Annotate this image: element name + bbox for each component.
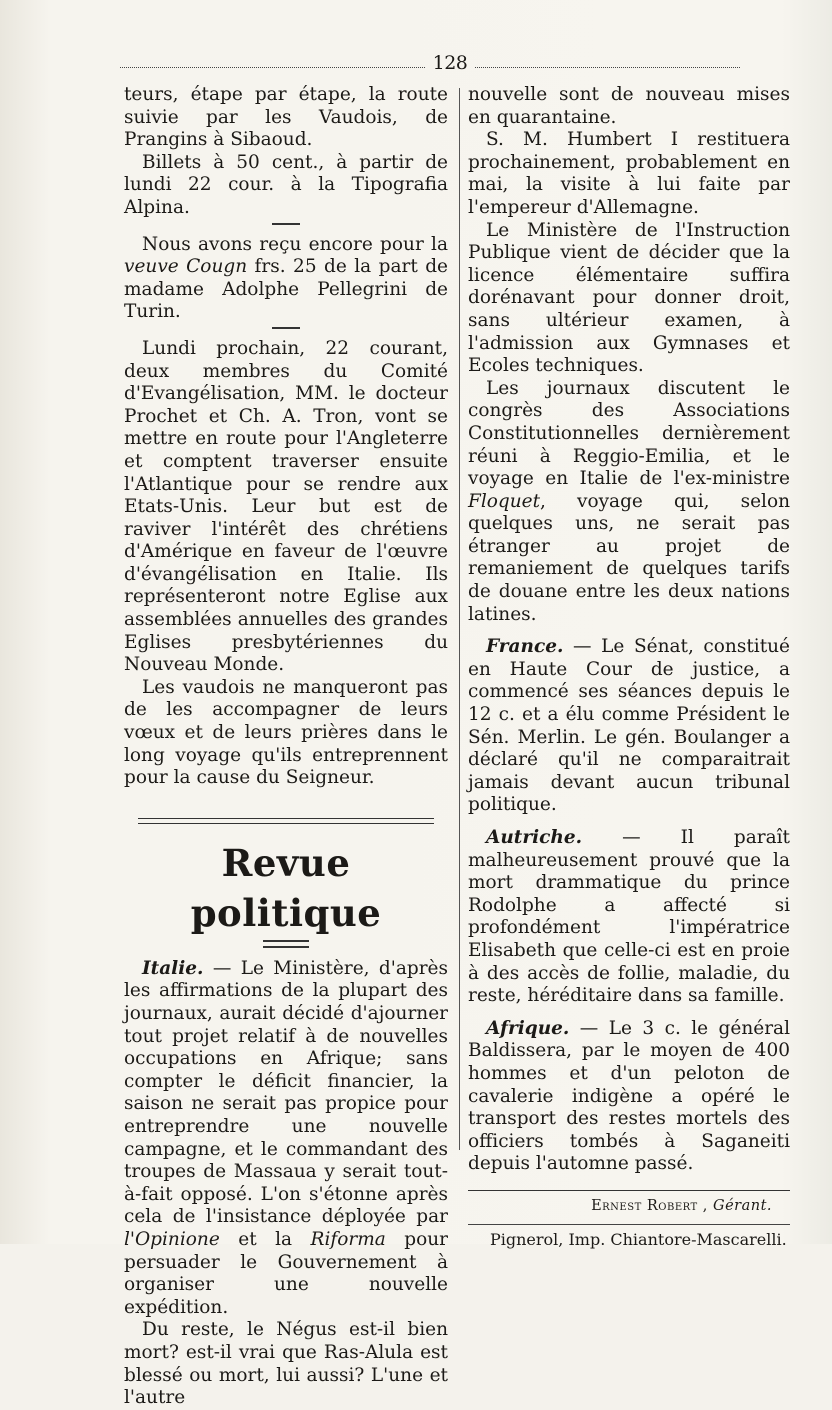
gerant-separator: ,: [697, 1197, 713, 1214]
gerant-title: Gérant.: [712, 1197, 772, 1214]
italie-text-3: pour persuader le Gouvernement à organiser une nouvelle expédition.: [124, 1228, 448, 1318]
page-number: 128: [432, 52, 468, 74]
separator: [272, 327, 300, 329]
section-double-rule: [138, 818, 434, 824]
gerant-line: [468, 1195, 790, 1218]
gerant-name: Ernest Robert: [591, 1197, 698, 1214]
autriche-text: — Il paraît malheureusement prouvé que la mort drammatique du prince Rodolphe a affecté si profondément l'impératrice Elisabeth que celle-ci est en proie à des accès de follie, maladie, du reste, héréditaire dans sa famille.: [468, 827, 790, 1007]
paragraph-congres: [468, 378, 790, 627]
paragraph-france: [468, 636, 790, 817]
congres-floquet: Floquet: [468, 490, 541, 512]
country-label-afrique: Afrique.: [486, 1017, 570, 1039]
paragraph-autriche: [468, 827, 790, 1008]
italie-riforma: Riforma: [310, 1228, 386, 1250]
congres-text-a: Les journaux discutent le congrès des Associations Constitutionnelles dernièrement réuni à Reggio-Emilia, et le voyage en Italie de l'ex-ministre: [468, 377, 790, 490]
donation-text-b: frs. 25 de la part de madame Adolphe Pellegrini de Turin.: [124, 256, 449, 323]
congres-text-b: , voyage qui, selon quelques uns, ne serait pas étranger au projet de remaniement de quelques tarifs de douane entre les deux nations latines.: [468, 490, 790, 625]
afrique-text: — Le 3 c. le général Baldissera, par le moyen de 400 hommes et d'un peloton de cavalerie indigène a opéré le transport des restes mortels des officiers tombés à Saganeiti depuis l'automne passé.: [468, 1017, 790, 1175]
paragraph-voeux: Les vaudois ne manqueront pas de les accompagner de leurs vœux et de leurs prières dans le long voyage qu'ils entreprennent pour la cause du Seigneur.: [124, 676, 448, 789]
italie-opinione: l'Opinione: [124, 1228, 220, 1250]
paragraph-italie: [124, 958, 448, 1320]
paragraph-instruction: Le Ministère de l'Instruction Publique vient de décider que la licence élémentaire suffira dorénavant pour donner droit, sans ultérieur examen, à l'admission aux Gymnases et Ecoles techniques.: [468, 219, 790, 377]
country-label-autriche: Autriche.: [486, 827, 583, 848]
page-header: [120, 48, 740, 78]
header-rule-right: [475, 67, 740, 68]
right-column: [468, 84, 790, 1251]
printer-imprint: Pignerol, Imp. Chiantore-Mascarelli.: [490, 1229, 787, 1249]
paragraph-comite: Lundi prochain, 22 courant, deux membres du Comité d'Evangélisation, MM. le docteur Prochet et Ch. A. Tron, vont se mettre en route pour l'Angleterre et comptent traverser ensuite l'Atlantique pour se rendre aux Etats-Unis. Leur but est de raviver l'intérêt des chrétiens d'Amérique en faveur de l'œuvre d'évangélisation en Italie. Ils représenteront notre Eglise aux assemblées annuelles des grandes Eglises presbytériennes du Nouveau Monde.: [124, 337, 448, 676]
separator: [272, 223, 300, 225]
paragraph-humbert: S. M. Humbert I restituera prochainement, probablement en mai, la visite à lui faite par l'empereur d'Allemagne.: [468, 129, 790, 218]
donation-text-a: Nous avons reçu encore pour la: [142, 233, 448, 255]
signature-rule: [468, 1190, 790, 1191]
france-text: — Le Sénat, constitué en Haute Cour de justice, a commencé ses séances depuis le 12 c. et a élu comme Président le Sén. Merlin. Le gén. Boulanger a déclaré qu'il ne comparaitrait jamais devant aucun tribunal politique.: [468, 636, 790, 816]
paragraph-negus: Du reste, le Négus est-il bien mort? est-il vrai que Ras-Alula est blessé ou mort, lui aussi? L'une et l'autre: [124, 1319, 448, 1409]
title-rule: [263, 940, 309, 948]
country-label-italie: Italie.: [142, 957, 204, 979]
italie-text-1: — Le Ministère, d'après les affirmations de la plupart des journaux, aurait décidé d'ajourner tout projet relatif à de nouvelles occupations en Afrique; sans compter le déficit financier, la saison ne serait pas propice pour entreprendre une nouvelle campagne, et le commandant des troupes de Massaua y serait tout-à-fait opposé. L'on s'étonne après cela de l'insistance déployée par: [124, 957, 448, 1228]
donation-italic: veuve Cougn: [124, 256, 248, 278]
printer-rule: [468, 1224, 790, 1225]
country-label-france: France.: [486, 636, 564, 658]
paragraph-vaudois-route: teurs, étape par étape, la route suivie par les Vaudois, de Prangins à Sibaoud.: [124, 84, 448, 151]
paragraph-donation: [124, 234, 448, 324]
left-column: [124, 84, 448, 1410]
italie-text-2: et la: [219, 1228, 311, 1250]
column-divider: [459, 88, 460, 1150]
paragraph-quarantaine: nouvelle sont de nouveau mises en quarantaine.: [468, 84, 790, 128]
paragraph-billets: Billets à 50 cent., à partir de lundi 22 cour. à la Tipografia Alpina.: [124, 151, 448, 218]
header-rule-left: [120, 67, 425, 68]
section-title: Revue politique: [190, 840, 382, 935]
paragraph-afrique: [468, 1018, 790, 1176]
